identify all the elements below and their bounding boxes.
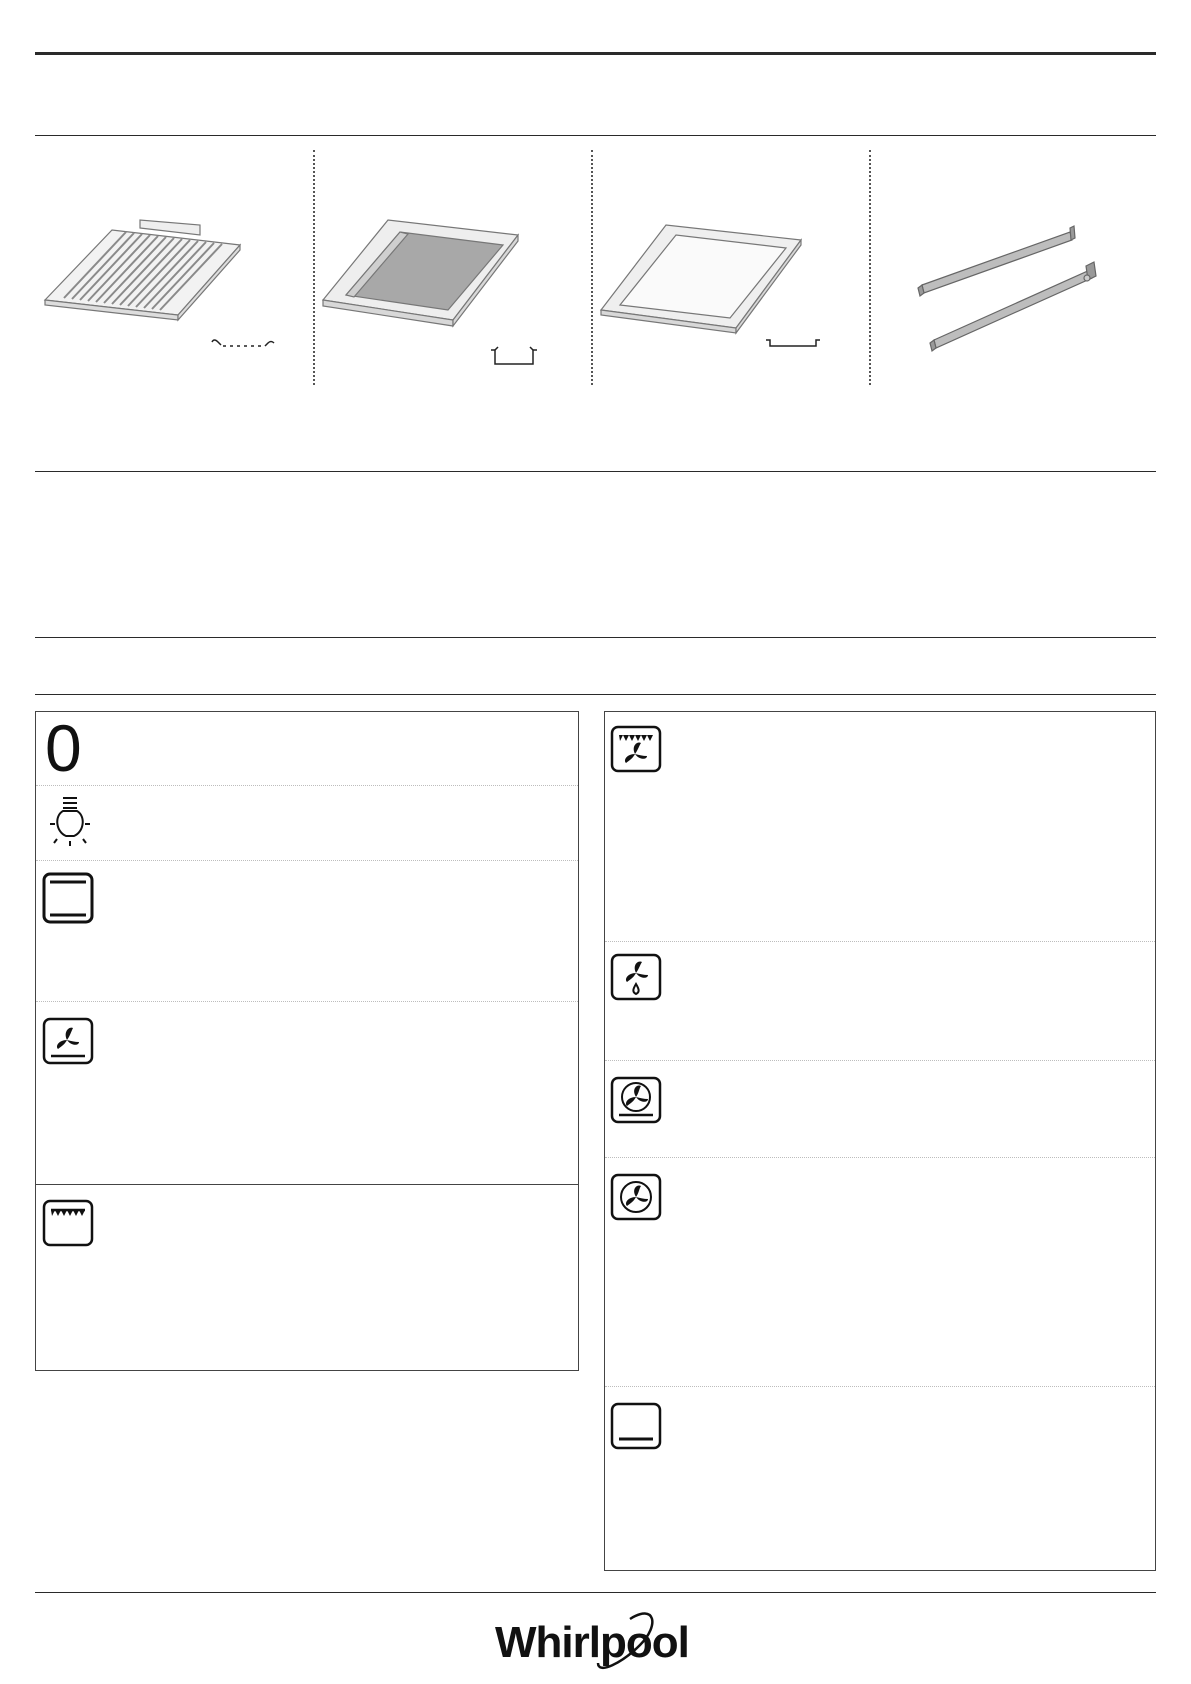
moist-fan-icon	[609, 952, 665, 1008]
cook-4-fan-bottom-icon	[609, 1075, 665, 1131]
function-row-moist-fan	[605, 942, 1155, 1061]
function-row-eco-forced-air	[605, 1158, 1155, 1387]
wire-shelf-icon	[40, 150, 318, 385]
zero-icon	[45, 711, 82, 785]
top-rule	[35, 52, 1156, 55]
accessory-wire-shelf	[40, 150, 318, 385]
functions-table-right	[604, 711, 1156, 1571]
svg-text:Whirlpool: Whirlpool	[495, 1618, 689, 1667]
whirlpool-logo	[490, 1605, 700, 1680]
section-rule-2	[35, 471, 1156, 472]
section-rule-3	[35, 637, 1156, 638]
section-rule-4	[35, 694, 1156, 695]
accessory-sliding-rails	[874, 150, 1152, 385]
sliding-rails-icon	[874, 150, 1152, 385]
lamp-icon	[44, 794, 98, 850]
zero-symbol: 0	[45, 711, 82, 785]
function-row-lamp	[36, 786, 578, 861]
function-row-forced-air	[36, 1002, 578, 1184]
eco-forced-air-icon	[609, 1172, 665, 1228]
accessory-baking-tray	[596, 150, 874, 385]
bottom-heat-icon	[609, 1401, 665, 1457]
footer-rule	[35, 1592, 1156, 1593]
accessory-deep-tray	[318, 150, 596, 385]
conventional-icon	[41, 871, 97, 927]
function-row-cook-4-fan-bottom	[605, 1061, 1155, 1158]
deep-tray-icon	[318, 150, 596, 385]
forced-air-icon	[41, 1016, 97, 1072]
accessory-divider-3	[869, 150, 871, 385]
function-row-bottom-heat	[605, 1387, 1155, 1571]
accessory-divider-2	[591, 150, 593, 385]
function-row-turbo-grill	[605, 712, 1155, 942]
function-row-grill	[36, 1185, 578, 1371]
grill-icon	[41, 1198, 97, 1254]
function-row-conventional	[36, 861, 578, 1002]
functions-table-left	[35, 711, 579, 1371]
function-row-off	[36, 712, 578, 786]
section-rule-1	[35, 135, 1156, 136]
accessory-divider-1	[313, 150, 315, 385]
baking-tray-icon	[596, 150, 874, 385]
turbo-grill-icon	[609, 724, 665, 780]
